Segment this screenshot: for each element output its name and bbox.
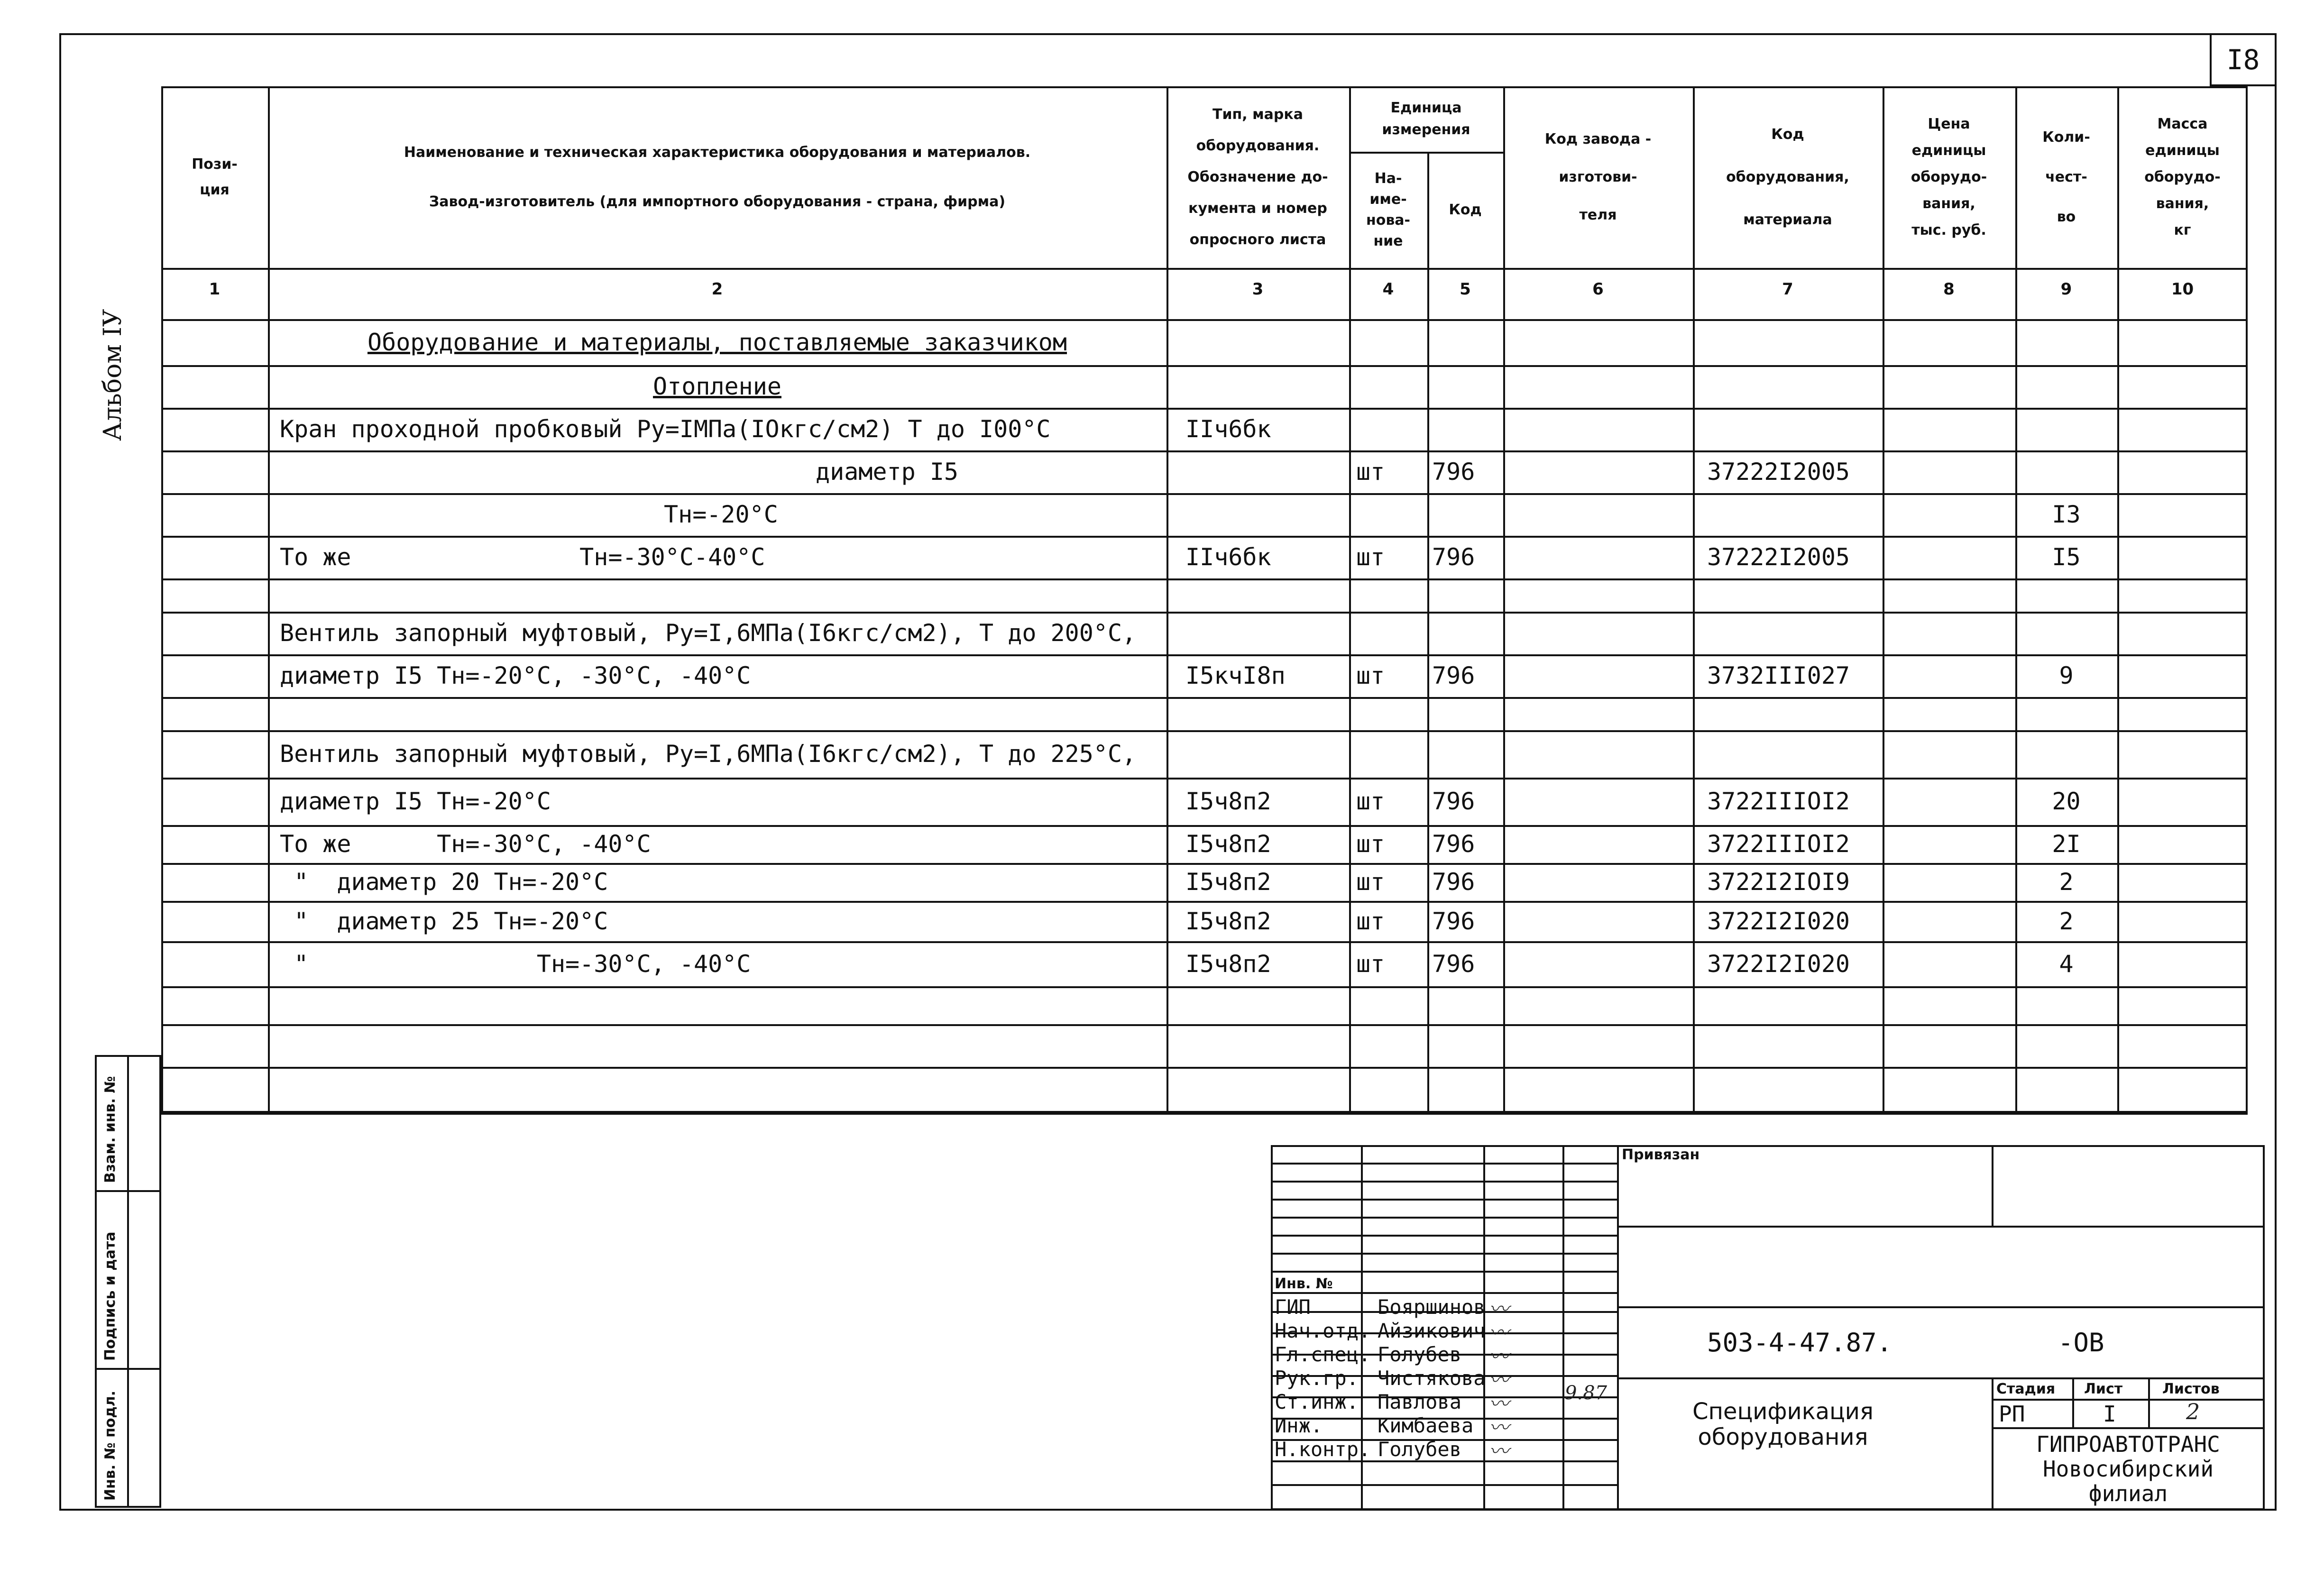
signer-name: Голубев <box>1378 1438 1462 1461</box>
signature-date: 9.87 <box>1565 1382 1608 1404</box>
doc-title: Спецификация оборудования <box>1692 1398 1874 1450</box>
cell-qty: 2I <box>2052 830 2081 858</box>
sheet-number: I8 <box>2226 44 2260 76</box>
cell-code: 796 <box>1432 950 1475 978</box>
cell-eqcode: 37222I2005 <box>1707 543 1850 571</box>
header-unit-name: На- име- нова- ние <box>1366 170 1411 249</box>
cell-unit: шт <box>1356 830 1385 858</box>
cell-eqcode: 3722IIIOI2 <box>1707 788 1850 815</box>
row-divider <box>161 612 2248 614</box>
cell-unit: шт <box>1356 950 1385 978</box>
column-number: 8 <box>1943 280 1955 299</box>
row-divider <box>161 697 2248 699</box>
cell-eqcode: 3722I2IOI9 <box>1707 868 1850 896</box>
column-number: 3 <box>1252 280 1264 299</box>
header-unit-code: Код <box>1449 201 1482 218</box>
column-number: 2 <box>711 280 723 299</box>
cell-name: Вентиль запорный муфтовый, Ру=I,6МПа(I6кгс/см2), Т до 200°С, <box>280 619 1137 647</box>
cell-eqcode: 3722I2I020 <box>1707 907 1850 935</box>
title-block-rule <box>1271 1484 1617 1486</box>
doc-suffix: -ОВ <box>2058 1328 2104 1358</box>
cell-name: Кран проходной пробковый Ру=IМПа(IOкгс/см2) Т до I00°С <box>280 415 1051 443</box>
header-name <box>268 86 1167 268</box>
signer-role: Нач.отд. <box>1275 1319 1371 1342</box>
cell-qty: I5 <box>2052 543 2081 571</box>
stamp-inv-podl: Инв. № подл. <box>102 1390 119 1501</box>
album-label: Альбом IУ <box>99 309 127 441</box>
signer-role: Рук.гр. <box>1275 1367 1359 1390</box>
cell-name: диаметр I5 Тн=-20°С, -30°С, -40°С <box>280 662 751 689</box>
title-block-rule <box>1271 1217 1617 1219</box>
privyazan-label: Привязан <box>1622 1147 1700 1163</box>
header-mass: Масса единицы оборудо- вания, кг <box>2144 115 2221 238</box>
header-name-line1: Наименование и техническая характеристика оборудования и материалов. <box>404 144 1031 161</box>
organization: ГИПРОАВТОТРАНС Новосибирский филиал <box>2036 1431 2220 1506</box>
cell-type: I5кчI8п <box>1185 662 1286 689</box>
stadiya-label: Стадия <box>1996 1381 2056 1397</box>
cell-type: I5ч8п2 <box>1185 830 1271 858</box>
column-number: 10 <box>2171 280 2194 299</box>
signature-mark: 〰 <box>1489 1392 1509 1415</box>
header-name-line2: Завод-изготовитель (для импортного оборудования - страна, фирма) <box>429 193 1006 210</box>
row-divider <box>161 901 2248 903</box>
header-unit: Единица измерения <box>1382 100 1470 138</box>
signer-role: ГИП <box>1275 1295 1311 1319</box>
cell-code: 796 <box>1432 458 1475 486</box>
row-divider <box>161 493 2248 495</box>
cell-name: диаметр I5 <box>816 458 959 486</box>
cell-qty: 4 <box>2059 950 2074 978</box>
title-block-rule <box>1271 1271 1617 1273</box>
cell-eqcode: 3722IIIOI2 <box>1707 830 1850 858</box>
row-divider <box>161 1067 2248 1069</box>
cell-type: IIч6бк <box>1185 415 1271 443</box>
stamp-podpis-data: Подпись и дата <box>102 1231 119 1361</box>
signer-name: Кимбаева <box>1378 1414 1474 1437</box>
cell-type: IIч6бк <box>1185 543 1271 571</box>
signature-mark: 〰 <box>1489 1345 1509 1368</box>
row-divider <box>161 578 2248 580</box>
cell-name: " диаметр 25 Тн=-20°С <box>280 907 608 935</box>
header-equipment-code: Код оборудования, материала <box>1726 126 1849 228</box>
list-value: I <box>2103 1401 2116 1427</box>
column-number: 1 <box>209 280 220 299</box>
cell-unit: шт <box>1356 458 1385 486</box>
header-type: Тип, марка оборудования. Обозначение до- кумента и номер опросного листа <box>1187 106 1328 248</box>
listov-value: 2 <box>2186 1399 2200 1424</box>
title-block-rule <box>1271 1253 1617 1255</box>
signer-role: Н.контр. <box>1275 1438 1371 1461</box>
header-price: Цена единицы оборудо- вания, тыс. руб. <box>1911 115 1987 238</box>
column-number: 5 <box>1460 280 1471 299</box>
cell-code: 796 <box>1432 907 1475 935</box>
cell-unit: шт <box>1356 868 1385 896</box>
signer-name: Чистякова <box>1378 1367 1486 1390</box>
cell-name: Тн=-20°С <box>664 501 778 528</box>
cell-name: " Тн=-30°С, -40°С <box>280 950 751 978</box>
row-divider <box>161 825 2248 827</box>
cell-name: То же Тн=-30°С-40°С <box>280 543 765 571</box>
signature-mark: 〰 <box>1489 1368 1509 1392</box>
cell-code: 796 <box>1432 868 1475 896</box>
signature-mark: 〰 <box>1489 1416 1509 1439</box>
list-label: Лист <box>2084 1381 2123 1397</box>
row-divider <box>161 863 2248 865</box>
signer-name: Бояршинов <box>1378 1295 1486 1319</box>
cell-type: I5ч8п2 <box>1185 788 1271 815</box>
header-quantity: Коли- чест- во <box>2042 128 2090 225</box>
cell-qty: 20 <box>2052 788 2081 815</box>
signer-name: Айзикович <box>1378 1319 1486 1342</box>
cell-code: 796 <box>1432 543 1475 571</box>
title-block-rule <box>1271 1181 1617 1183</box>
cell-name: " диаметр 20 Тн=-20°С <box>280 868 608 896</box>
title-block-rule <box>1271 1199 1617 1201</box>
cell-eqcode: 3722I2I020 <box>1707 950 1850 978</box>
cell-code: 796 <box>1432 788 1475 815</box>
column-number: 7 <box>1782 280 1793 299</box>
inv-no-label: Инв. № <box>1275 1275 1333 1292</box>
cell-eqcode: 37222I2005 <box>1707 458 1850 486</box>
row-divider <box>161 1024 2248 1026</box>
cell-code: 796 <box>1432 830 1475 858</box>
cell-name: То же Тн=-30°С, -40°С <box>280 830 651 858</box>
cell-name: Вентиль запорный муфтовый, Ру=I,6МПа(I6кгс/см2), Т до 225°С, <box>280 740 1137 768</box>
column-number: 4 <box>1382 280 1394 299</box>
signature-mark: 〰 <box>1489 1440 1509 1463</box>
column-number: 6 <box>1592 280 1604 299</box>
signer-role: Ст.инж. <box>1275 1390 1359 1413</box>
cell-name: диаметр I5 Тн=-20°С <box>280 788 551 815</box>
cell-qty: 2 <box>2059 868 2074 896</box>
title-block-rule <box>1271 1292 1617 1294</box>
header-maker-code: Код завода - изготови- теля <box>1544 130 1652 223</box>
row-divider <box>161 450 2248 452</box>
cell-type: I5ч8п2 <box>1185 868 1271 896</box>
title-block-rule <box>1271 1235 1617 1237</box>
title-block-rule <box>1271 1163 1617 1165</box>
header-position: Пози- ция <box>192 156 238 198</box>
row-divider <box>161 1113 2248 1115</box>
row-divider <box>161 365 2248 367</box>
signer-name: Голубев <box>1378 1343 1462 1366</box>
cell-unit: шт <box>1356 907 1385 935</box>
cell-qty: 2 <box>2059 907 2074 935</box>
cell-unit: шт <box>1356 662 1385 689</box>
cell-name: Отопление <box>653 373 781 400</box>
column-number: 9 <box>2060 280 2072 299</box>
signer-role: Гл.спец. <box>1275 1343 1371 1366</box>
doc-number: 503-4-47.87. <box>1707 1328 1892 1358</box>
row-divider <box>161 778 2248 780</box>
cell-qty: 9 <box>2059 662 2074 689</box>
signer-role: Инж. <box>1275 1414 1323 1437</box>
row-divider <box>161 408 2248 410</box>
row-divider <box>161 654 2248 656</box>
row-divider <box>161 941 2248 943</box>
stamp-vzam-inv: Взам. инв. № <box>102 1076 119 1183</box>
listov-label: Листов <box>2162 1381 2220 1397</box>
signer-name: Павлова <box>1378 1390 1462 1413</box>
cell-type: I5ч8п2 <box>1185 950 1271 978</box>
row-divider <box>161 986 2248 988</box>
signature-mark: 〰 <box>1489 1297 1509 1321</box>
row-divider <box>161 536 2248 538</box>
cell-type: I5ч8п2 <box>1185 907 1271 935</box>
cell-name: Оборудование и материалы, поставляемые заказчиком <box>367 328 1067 356</box>
cell-eqcode: 3732III027 <box>1707 662 1850 689</box>
cell-code: 796 <box>1432 662 1475 689</box>
row-divider <box>161 730 2248 732</box>
cell-unit: шт <box>1356 788 1385 815</box>
stadiya-value: РП <box>1999 1401 2025 1427</box>
signature-mark: 〰 <box>1489 1321 1509 1344</box>
cell-qty: I3 <box>2052 501 2081 528</box>
cell-unit: шт <box>1356 543 1385 571</box>
